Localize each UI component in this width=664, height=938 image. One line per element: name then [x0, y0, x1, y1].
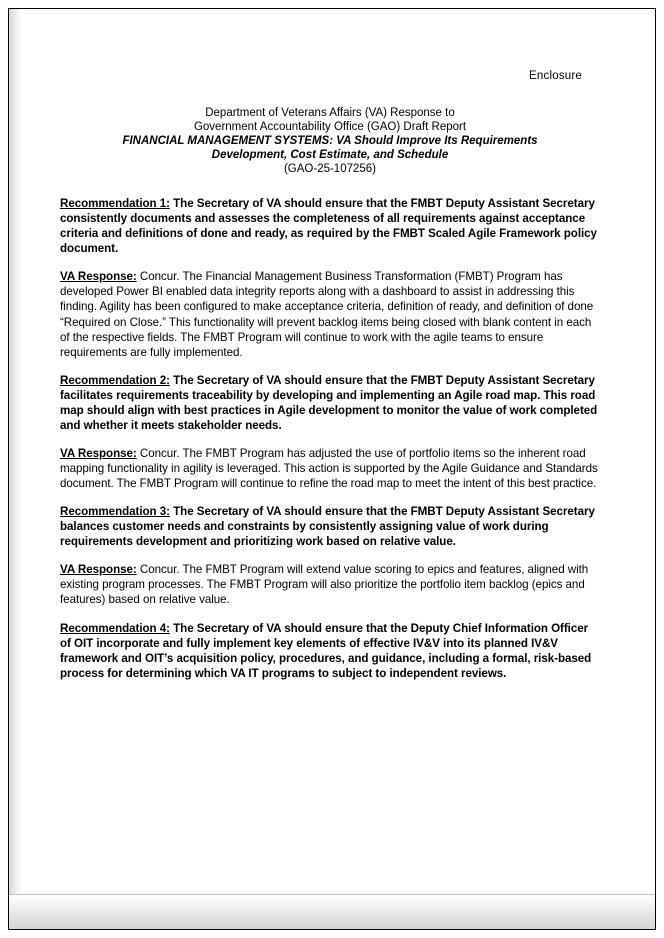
enclosure-label: Enclosure [529, 70, 582, 82]
title-line-5: (GAO-25-107256) [283, 163, 377, 176]
document-content [60, 28, 600, 694]
va-response-2-text: Concur. The FMBT Program has adjusted the use of portfolio items so the inherent road mapping functionality in agility is leveraged. This action is supported by the Agile Guidance and Standards document. The FMBT Program will continue to refine the road map to meet the intent of this best practice. [60, 446, 598, 491]
recommendation-4-label: Recommendation 4: [60, 621, 170, 635]
va-response-1-paragraph [60, 269, 600, 359]
document-title-block [60, 106, 600, 176]
recommendation-1-text: The Secretary of VA should ensure that the FMBT Deputy Assistant Secretary consistently documents and assesses the completeness of all requirements against acceptance criteria and definitions of done and ready, as required by the FMBT Scaled Agile Framework policy document. [60, 197, 597, 256]
title-line-3: FINANCIAL MANAGEMENT SYSTEMS: VA Should Improve Its Requirements [122, 135, 538, 148]
recommendation-3-text: The Secretary of VA should ensure that the FMBT Deputy Assistant Secretary balances customer needs and constraints by consistently assigning value of work during requirements development and prioritizing work based on relative value. [60, 505, 595, 549]
va-response-2-paragraph [60, 446, 600, 491]
recommendation-3-paragraph [60, 504, 600, 549]
scan-edge-left-shadow [9, 9, 22, 929]
document-body [60, 196, 600, 681]
title-line-4: Development, Cost Estimate, and Schedule [211, 149, 449, 162]
recommendation-2-text: The Secretary of VA should ensure that the FMBT Deputy Assistant Secretary facilitates requirements traceability by developing and implementing an Agile road map. This road map should align with best practices in Agile development to monitor the value of work completed and whether it meets stakeholder needs. [60, 373, 598, 432]
va-response-1-label: VA Response: [60, 270, 137, 284]
recommendation-2-label: Recommendation 2: [60, 373, 170, 387]
title-line-1: Department of Veterans Affairs (VA) Response to [205, 107, 455, 119]
va-response-2-label: VA Response: [60, 446, 137, 460]
recommendation-4-text: The Secretary of VA should ensure that the Deputy Chief Information Officer of OIT incorporate and fully implement key elements of effective IV&V into its planned IV&V framework and OIT’s acquisition policy, procedures, and guidance, including a formal, risk-based process for determining which VA IT programs to subject to independent reviews. [60, 621, 592, 680]
title-line-2: Government Accountability Office (GAO) Draft Report [193, 121, 467, 134]
recommendation-1-label: Recommendation 1: [60, 197, 170, 211]
va-response-3-paragraph [60, 562, 600, 607]
recommendation-3-label: Recommendation 3: [60, 505, 170, 519]
scan-edge-bottom-shadow [9, 894, 655, 929]
va-response-3-label: VA Response: [60, 563, 137, 577]
recommendation-2-paragraph [60, 373, 600, 433]
va-response-3-text: Concur. The FMBT Program will extend value scoring to epics and features, aligned with existing program processes. The FMBT Program will also prioritize the portfolio item backlog (epics and features) based on relative value. [60, 563, 589, 607]
recommendation-1-paragraph [60, 196, 600, 256]
va-response-1-text: Concur. The Financial Management Business Transformation (FMBT) Program has developed Power BI enabled data integrity reports along with a dashboard to assist in addressing this finding. Agility has been configured to make acceptance criteria, definition of ready, and definition of done “Required on Close.” This functionality will prevent backlog items being closed with blank content in each of the respective fields. The FMBT Program will continue to work with the agile teams to ensure requirements are fully implemented. [60, 270, 594, 359]
recommendation-4-paragraph [60, 621, 600, 681]
